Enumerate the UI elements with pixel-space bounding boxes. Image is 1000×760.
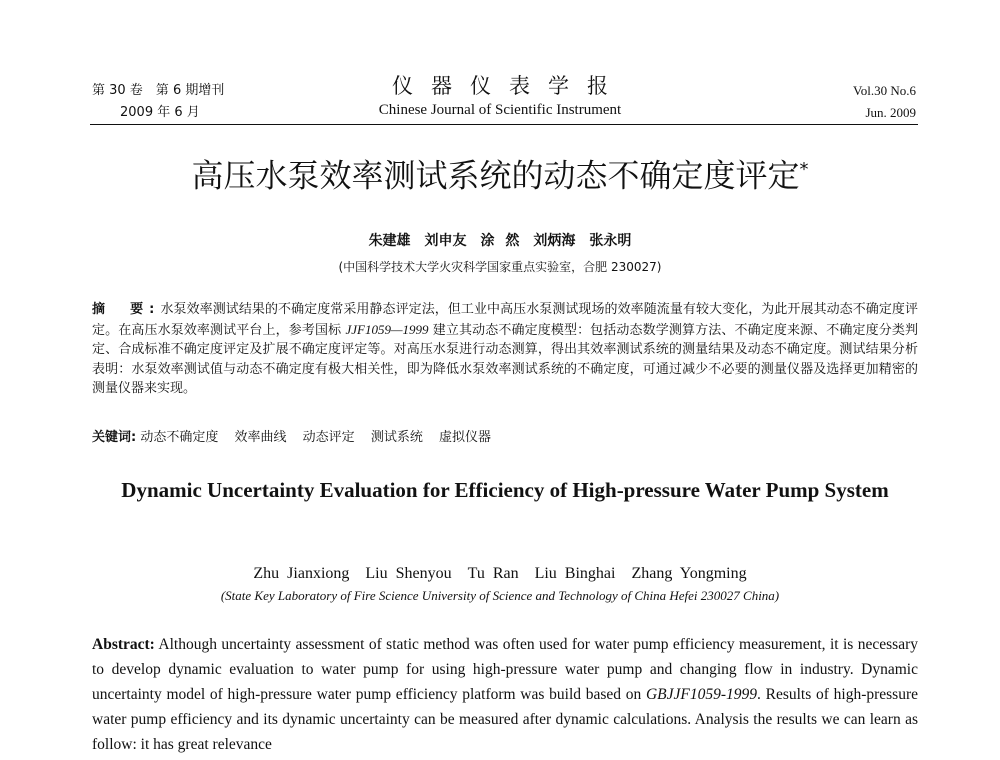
abstract-en-text-1: Although uncertainty assessment of static method was often used for water pump efficiency measurement, it is necessary to develop dynamic evaluation to water pump for using high-pressure water pump and changing flow in industry. Dynamic uncertainty model of high-pressure water pump efficiency platform was build based on <box>92 636 918 703</box>
keyword-cn: 虚拟仪器 <box>438 430 491 445</box>
abstract-cn-label: 摘 要: <box>92 302 161 317</box>
journal-name-cn: 仪器仪表学报 <box>392 74 626 98</box>
abstract-en-standard-ref: GBJJF1059-1999 <box>645 686 758 703</box>
date-cn: 2009 年 6 月 <box>120 105 200 120</box>
authors-cn: 朱建雄 刘申友 涂 然 刘炳海 张永明 <box>368 233 632 249</box>
journal-name <box>300 72 700 120</box>
abstract-cn-text-1: 水泵效率测试结果的不确定度常采用静态评定法，但工业中高压水泵测试现场的效率随流量有较大变化，为此开展其动态不确定度评定。在高压水泵效率测试平台上，参考国标 <box>92 302 918 338</box>
abstract-en-label: Abstract: <box>92 636 155 653</box>
title-cn <box>0 148 1000 198</box>
title-cn-text: 高压水泵效率测试系统的动态不确定度评定 <box>191 156 800 195</box>
volume-issue-cn: 第 30 卷 第 6 期增刊 <box>92 83 225 98</box>
keyword-cn: 测试系统 <box>370 430 423 445</box>
header-left <box>92 80 224 124</box>
journal-name-en: Chinese Journal of Scientific Instrument <box>378 102 622 118</box>
abstract-cn-standard-ref: JJF1059—1999 <box>345 321 429 337</box>
keywords-cn-label: 关键词: <box>92 430 137 445</box>
abstract-en-text-2: . Results of high-pressure water pump efficiency and its dynamic uncertainty can be measured after dynamic calculations. Analysis the results we can learn as follow: it has great relevance <box>92 686 918 753</box>
abstract-cn-text-2: 建立其动态不确定度模型：包括动态数学测算方法、不确定度来源、不确定度分类判定、合成标准不确定度评定及扩展不确定度评定等。对高压水泵进行动态测算，得出其效率测试系统的测量结果及动态不确定度。测试结果分析表明：水泵效率测试值与动态不确定度有极大相关性，即为降低水泵效率测试系统的不确定度，可通过减少不必要的测量仪器及选择更加精密的测量仪器来实现。 <box>92 322 918 396</box>
header-rule <box>90 124 918 125</box>
keywords-cn <box>92 428 918 447</box>
volume-issue-en: Vol.30 No.6 <box>853 83 916 98</box>
abstract-cn <box>92 300 918 399</box>
affiliation-cn: (中国科学技术大学火灾科学国家重点实验室，合肥 230027) <box>338 260 662 274</box>
keyword-cn: 动态评定 <box>302 430 355 445</box>
keyword-cn: 效率曲线 <box>234 430 287 445</box>
keyword-cn: 动态不确定度 <box>140 430 219 445</box>
abstract-en <box>92 632 918 757</box>
date-en: Jun. 2009 <box>865 105 916 120</box>
affiliation-en: (State Key Laboratory of Fire Science University of Science and Technology of China Hefei 230027 China) <box>220 588 780 603</box>
authors-en: Zhu Jianxiong Liu Shenyou Tu Ran Liu Binghai Zhang Yongming <box>253 565 747 582</box>
header-right <box>853 80 916 124</box>
title-en: Dynamic Uncertainty Evaluation for Efficiency of High-pressure Water Pump System <box>121 478 889 502</box>
title-footnote-marker: * <box>799 159 809 180</box>
